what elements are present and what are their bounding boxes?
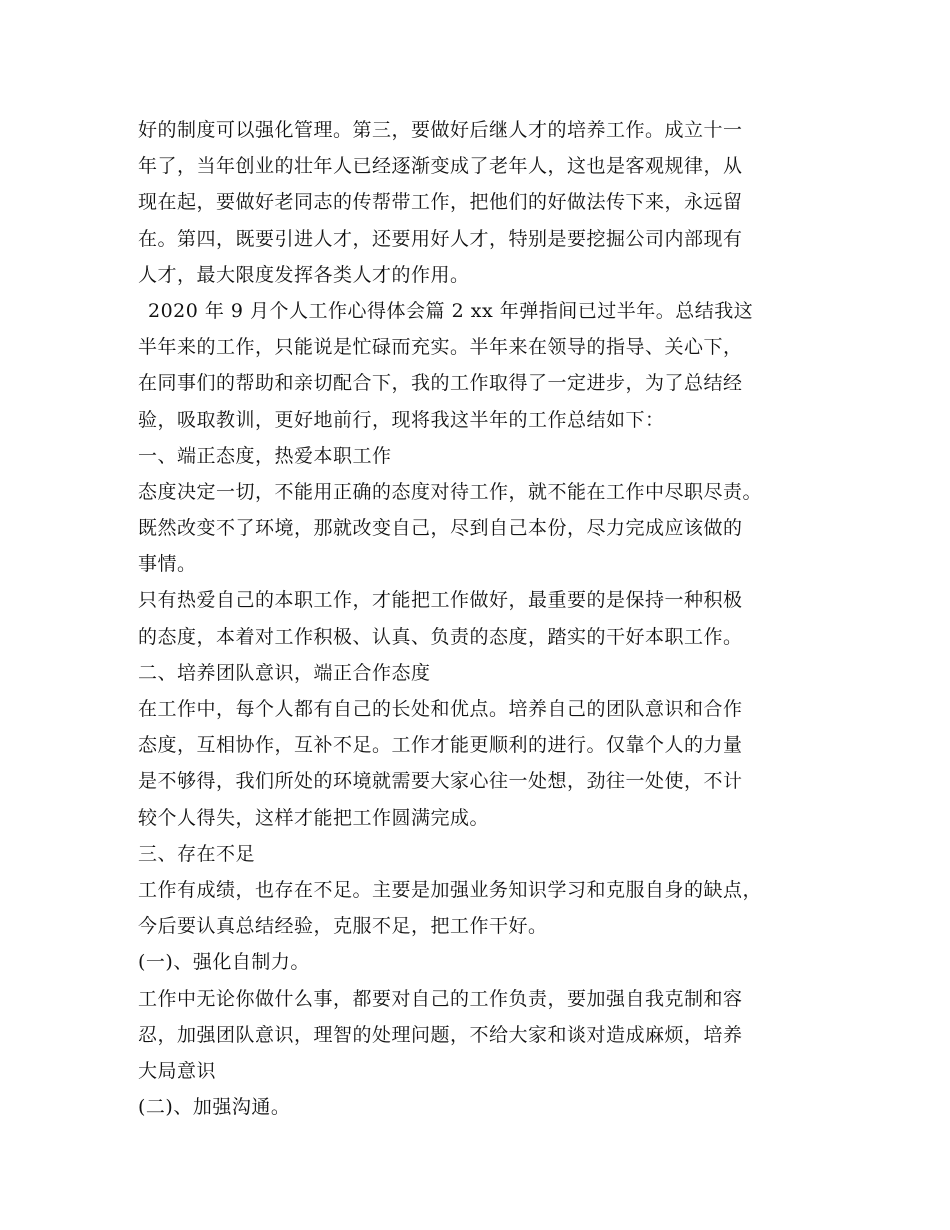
text-line: 验，吸取教训，更好地前行，现将我这半年的工作总结如下： [138,408,665,431]
text-line: 半年来的工作，只能说是忙碌而充实。半年来在领导的指导、关心下， [138,336,743,359]
text-line: 好的制度可以强化管理。第三，要做好后继人才的培养工作。成立十一 [138,119,743,141]
text-line: 态度，互相协作，互补不足。工作才能更顺利的进行。仅靠个人的力量 [138,734,743,757]
text-line: 人才，最大限度发挥各类人才的作用。 [138,263,470,286]
subheading-line: (一)、强化自制力。 [138,951,310,974]
text-line: 较个人得失，这样才能把工作圆满完成。 [138,806,490,829]
text-line: 是不够得，我们所处的环境就需要大家心往一处想，劲往一处使，不计 [138,770,743,793]
text-line: 态度决定一切，不能用正确的态度对待工作，就不能在工作中尽职尽责。 [138,480,763,503]
document-body [138,112,838,1125]
text-line: 事情。 [138,553,197,576]
text-line: 在。第四，既要引进人才，还要用好人才，特别是要挖掘公司内部现有 [138,227,743,250]
text-line: 工作有成绩，也存在不足。主要是加强业务知识学习和克服自身的缺点， [138,878,763,901]
text-line: 只有热爱自己的本职工作，才能把工作做好，最重要的是保持一种积极 [138,589,743,612]
text-line: 今后要认真总结经验，克服不足，把工作干好。 [138,915,548,938]
subheading-line: (二)、加强沟通。 [138,1096,291,1119]
text-line: 在同事们的帮助和亲切配合下，我的工作取得了一定进步，为了总结经 [138,372,743,395]
text-line: 现在起，要做好老同志的传帮带工作，把他们的好做法传下来，永远留 [138,191,743,214]
text-line: 大局意识 [138,1059,217,1082]
heading-line: 三、存在不足 [138,842,256,865]
text-line: 在工作中，每个人都有自己的长处和优点。培养自己的团队意识和合作 [138,698,743,720]
text-line: 既然改变不了环境，那就改变自己，尽到自己本份，尽力完成应该做的 [138,517,743,540]
heading-line: 一、端正态度，热爱本职工作 [138,444,392,467]
text-line: 忍，加强团队意识，理智的处理问题，不给大家和谈对造成麻烦，培养 [138,1023,743,1046]
heading-line: 二、培养团队意识，端正合作态度 [138,661,431,684]
text-line: 年了，当年创业的壮年人已经逐渐变成了老年人，这也是客观规律，从 [138,155,743,178]
section-heading-line: 2020 年 9 月个人工作心得体会篇 2 xx 年弹指间已过半年。总结我这 [148,299,754,322]
text-line: 的态度，本着对工作积极、认真、负责的态度，踏实的干好本职工作。 [138,625,743,648]
text-line: 工作中无论你做什么事，都要对自己的工作负责，要加强自我克制和容 [138,987,743,1010]
